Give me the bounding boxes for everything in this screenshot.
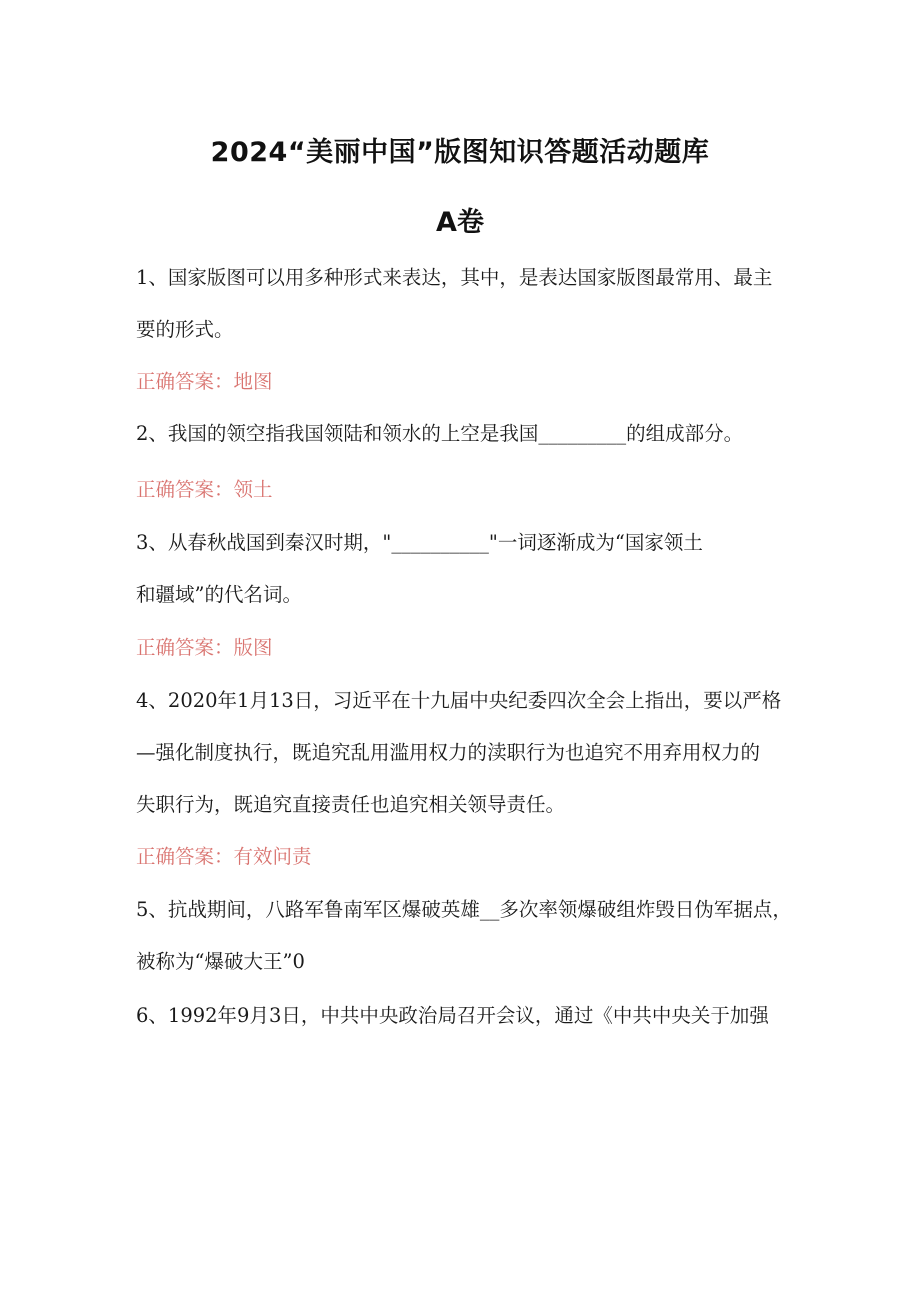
question-1-answer: 正确答案：地图 [136, 370, 273, 393]
question-3-answer: 正确答案：版图 [136, 636, 273, 659]
question-6-line-1: 6、1992年9月3日，中共中央政治局召开会议，通过《中共中央关于加强 [136, 1004, 769, 1027]
question-1-line-2: 要的形式。 [136, 318, 234, 341]
question-4-answer: 正确答案：有效问责 [136, 845, 312, 868]
question-3-line-2: 和疆域”的代名词。 [136, 583, 302, 606]
question-2-line-1: 2、我国的领空指我国领陆和领水的上空是我国_________的组成部分。 [136, 422, 744, 445]
question-2-answer: 正确答案：领土 [136, 478, 273, 501]
question-4-line-2: —强化制度执行，既追究乱用滥用权力的渎职行为也追究不用弃用权力的 [136, 741, 761, 764]
question-4-line-1: 4、2020年1月13日，习近平在十九届中央纪委四次全会上指出，要以严格 [136, 689, 782, 712]
question-5-line-2: 被称为“爆破大王”0 [136, 950, 305, 973]
question-1-line-1: 1、国家版图可以用多种形式来表达，其中，是表达国家版图最常用、最主 [136, 266, 773, 289]
question-4-line-3: 失职行为，既追究直接责任也追究相关领导责任。 [136, 793, 566, 816]
question-5-line-1: 5、抗战期间，八路军鲁南军区爆破英雄__多次率领爆破组炸毁日伪军据点， [136, 898, 792, 921]
document-subtitle: A卷 [436, 207, 484, 238]
document-title: 2024“美丽中国”版图知识答题活动题库 [210, 137, 710, 168]
question-3-line-1: 3、从春秋战国到秦汉时期，"__________"一词逐渐成为“国家领土 [136, 531, 703, 554]
